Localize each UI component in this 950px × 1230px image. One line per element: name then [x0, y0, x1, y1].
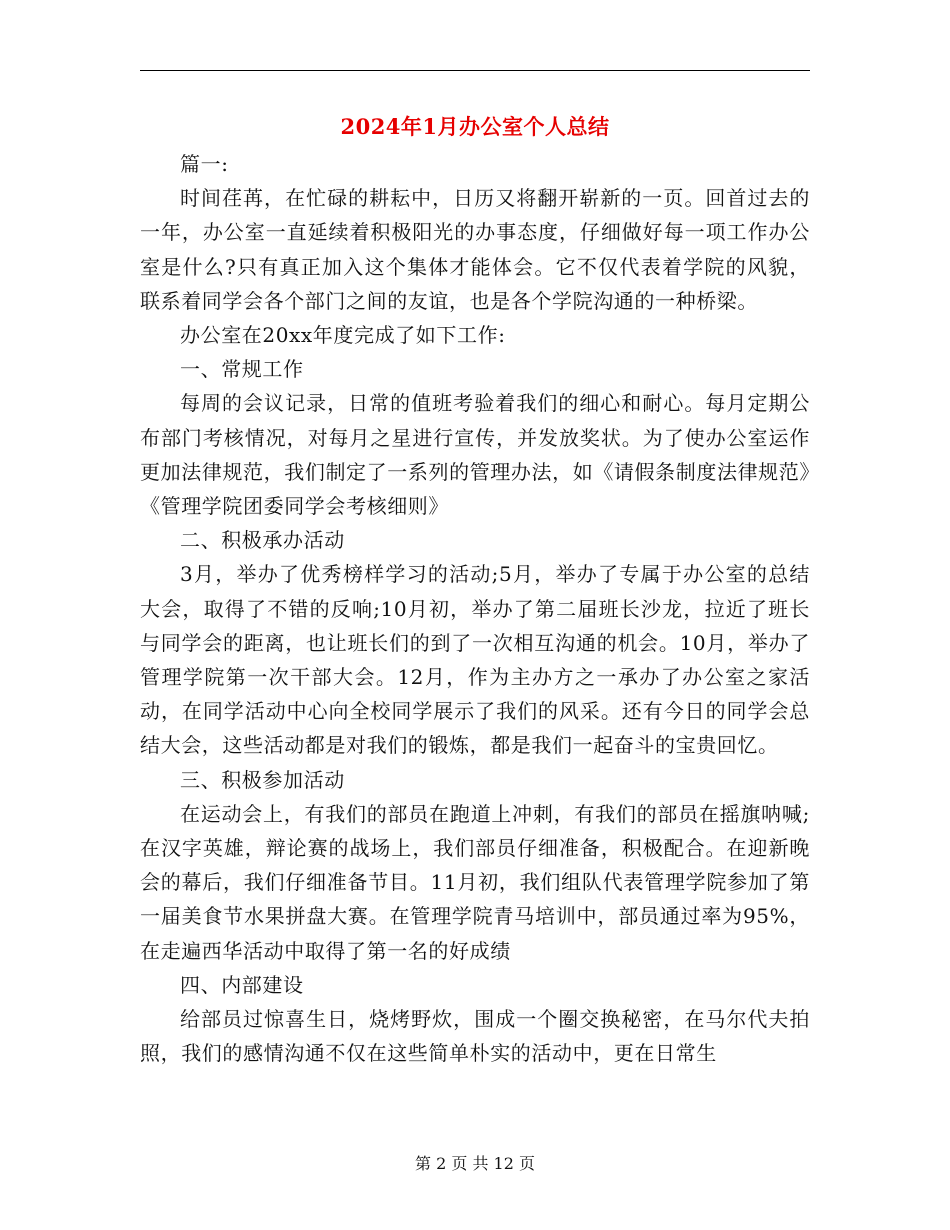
body-paragraph: 时间荏苒，在忙碌的耕耘中，日历又将翻开崭新的一页。回首过去的一年，办公室一直延续着积极阳光的办事态度，仔细做好每一项工作办公室是什么?只有真正加入这个集体才能体会。它不仅代表着学院的风貌，联系着同学会各个部门之间的友谊，也是各个学院沟通的一种桥梁。	[140, 186, 810, 313]
body-paragraph: 办公室在20xx年度完成了如下工作:	[180, 323, 506, 348]
section-heading: 一、常规工作	[180, 357, 304, 382]
section-label: 篇一:	[180, 152, 229, 176]
section-heading: 三、积极参加活动	[180, 767, 345, 792]
header-rule	[140, 70, 810, 71]
document-body	[140, 147, 810, 1070]
page-number: 第 2 页 共 12 页	[415, 1154, 535, 1173]
section-heading: 二、积极承办活动	[180, 528, 345, 553]
body-paragraph: 3月，举办了优秀榜样学习的活动;5月，举办了专属于办公室的总结大会，取得了不错的反响;10月初，举办了第二届班长沙龙，拉近了班长与同学会的距离，也让班长们的到了一次相互沟通的机会。10月，举办了管理学院第一次干部大会。12月，作为主办方之一承办了办公室之家活动，在同学活动中心向全校同学展示了我们的风采。还有今日的同学会总结大会，这些活动都是对我们的锻炼，都是我们一起奋斗的宝贵回忆。	[140, 562, 810, 758]
body-paragraph: 每周的会议记录，日常的值班考验着我们的细心和耐心。每月定期公布部门考核情况，对每月之星进行宣传，并发放奖状。为了使办公室运作更加法律规范，我们制定了一系列的管理办法，如《请假条制度法律规范》《管理学院团委同学会考核细则》	[140, 391, 810, 519]
body-paragraph: 在运动会上，有我们的部员在跑道上冲刺，有我们的部员在摇旗呐喊;在汉字英雄，辩论赛的战场上，我们部员仔细准备，积极配合。在迎新晚会的幕后，我们仔细准备节目。11月初，我们组队代表管理学院参加了第一届美食节水果拼盘大赛。在管理学院青马培训中，部员通过率为95%，在走遍西华活动中取得了第一名的好成绩	[140, 801, 810, 963]
section-heading: 四、内部建设	[180, 972, 304, 997]
body-paragraph: 给部员过惊喜生日，烧烤野炊，围成一个圈交换秘密，在马尔代夫拍照，我们的感情沟通不仅在这些简单朴实的活动中，更在日常生	[140, 1007, 810, 1066]
document-title: 2024年1月办公室个人总结	[340, 114, 610, 139]
